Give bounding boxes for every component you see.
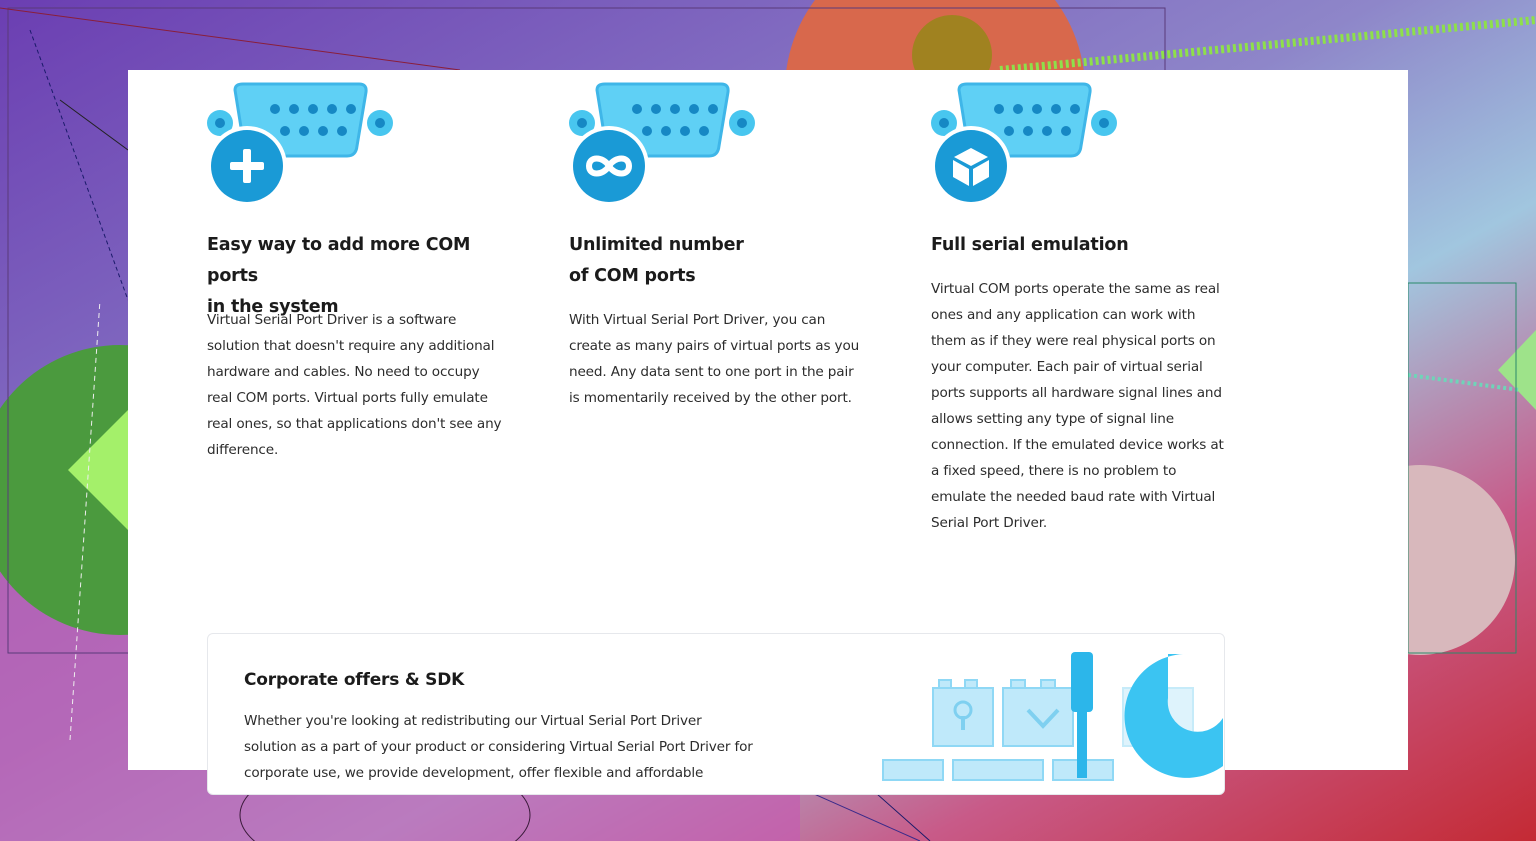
feature-title-line2: in the system: [207, 297, 339, 317]
feature-title-line1: Unlimited number: [569, 235, 744, 255]
corporate-description: Whether you're looking at redistributing our Virtual Serial Port Driver solution as a part of your product or considering Virtual Serial Port Driver for corporate use, we provide development, offer flexible and affordable: [244, 713, 753, 781]
feature-title-line1: Full serial emulation: [931, 235, 1129, 255]
serial-port-infinity-icon: [569, 84, 759, 208]
tools-blocks-illustration-icon: [883, 648, 1223, 778]
features-card: [128, 70, 1408, 781]
corporate-title: Corporate offers & SDK: [244, 670, 465, 690]
feature-title: [569, 230, 744, 292]
serial-port-box-icon: [931, 84, 1121, 208]
feature-title: [931, 230, 1128, 261]
feature-title-line2: of COM ports: [569, 266, 696, 286]
feature-description: Virtual Serial Port Driver is a software solution that doesn't require any additional hardware and cables. No need to occupy real COM ports. Virtual ports fully emulate real ones, so that applications don't see any difference.: [207, 312, 502, 458]
feature-title-line1: Easy way to add more COM ports: [207, 235, 471, 286]
corporate-offers-panel: [207, 633, 1225, 795]
feature-description: With Virtual Serial Port Driver, you can create as many pairs of virtual ports as you need. Any data sent to one port in the pair is momentarily received by the other port.: [569, 312, 860, 406]
feature-description: Virtual COM ports operate the same as real ones and any application can work with them as if they were real physical ports on your computer. Each pair of virtual serial ports supports all hardware signal lines and allows setting any type of signal line connection. If the emulated device works at a fixed speed, there is no problem to emulate the needed baud rate with Virtual Serial Port Driver.: [931, 281, 1224, 531]
serial-port-plus-icon: [207, 84, 397, 208]
